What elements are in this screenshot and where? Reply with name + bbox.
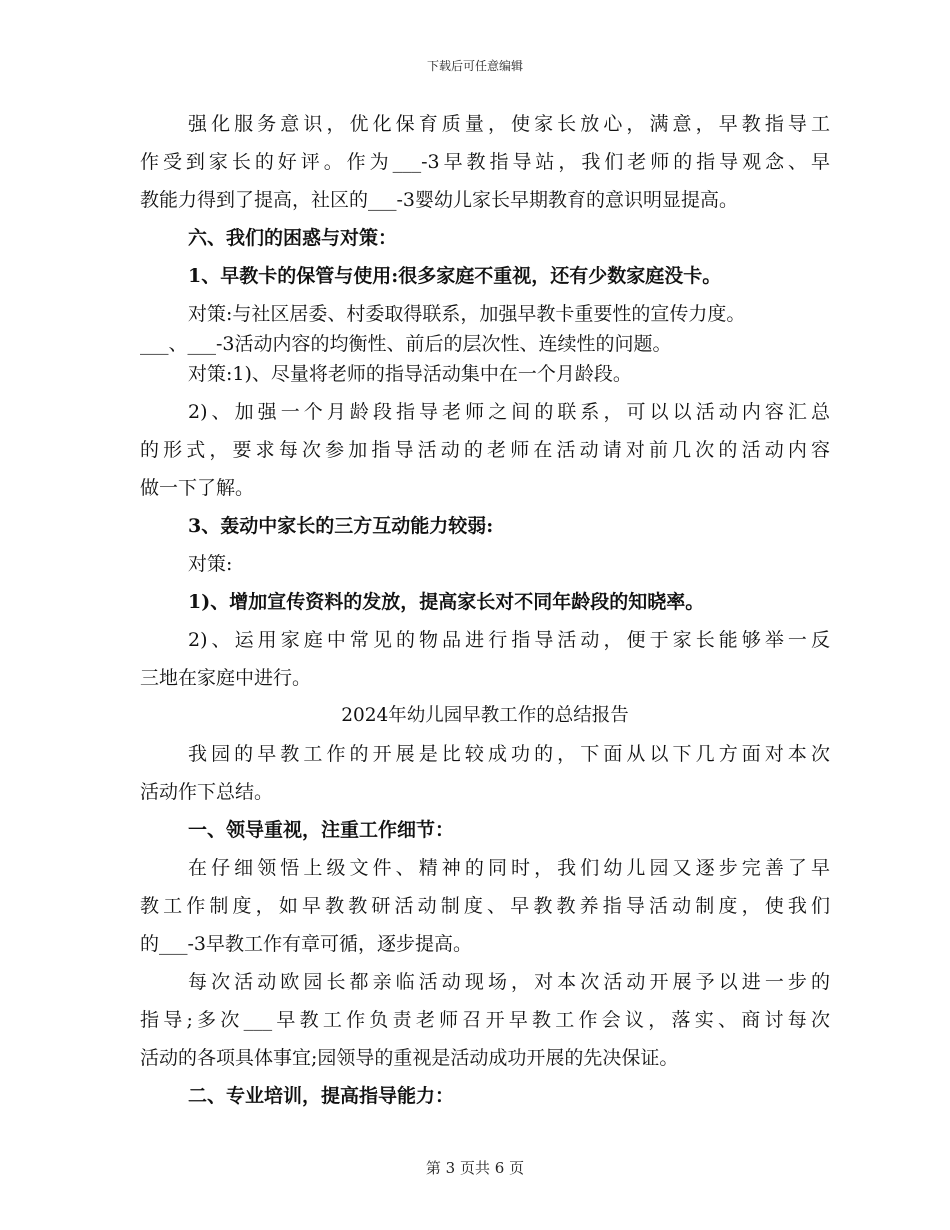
subsection-heading: 3、轰动中家长的三方互动能力较弱: xyxy=(188,515,494,537)
subsection-heading: ___、___-3活动内容的均衡性、前后的层次性、连续性的问题。 xyxy=(140,333,672,355)
paragraph-line: 做一下了解。 xyxy=(140,477,255,499)
paragraph-line: 三地在家庭中进行。 xyxy=(140,667,312,689)
paragraph-line: 教工作制度，如早教教研活动制度、早教教养指导活动制度，使我们 xyxy=(140,895,830,917)
section-heading: 一、领导重视，注重工作细节： xyxy=(188,819,455,841)
paragraph-line: 每次活动欧园长都亲临活动现场，对本次活动开展予以进一步的 xyxy=(188,971,830,993)
paragraph-line: 2)、加强一个月龄段指导老师之间的联系，可以以活动内容汇总 xyxy=(188,401,830,423)
paragraph-line: 对策:与社区居委、村委取得联系，加强早教卡重要性的宣传力度。 xyxy=(188,303,746,325)
paragraph-line: 活动作下总结。 xyxy=(140,781,274,803)
paragraph-line: 对策: xyxy=(188,553,233,575)
paragraph-line: 对策:1)、尽量将老师的指导活动集中在一个月龄段。 xyxy=(188,363,632,385)
paragraph-line: 活动的各项具体事宜;园领导的重视是活动成功开展的先决保证。 xyxy=(140,1047,679,1069)
paragraph-line: 强化服务意识，优化保育质量，使家长放心，满意，早教指导工 xyxy=(188,113,830,135)
paragraph-line: 的形式，要求每次参加指导活动的老师在活动请对前几次的活动内容 xyxy=(140,439,830,461)
paragraph-line: 指导;多次___早教工作负责老师召开早教工作会议，落实、商讨每次 xyxy=(140,1009,830,1031)
page-header: 下载后可任意编辑 xyxy=(426,59,523,73)
paragraph-line: 在仔细领悟上级文件、精神的同时，我们幼儿园又逐步完善了早 xyxy=(188,857,830,879)
subsection-heading: 1、早教卡的保管与使用:很多家庭不重视，还有少数家庭没卡。 xyxy=(188,265,722,287)
section-heading: 六、我们的困惑与对策： xyxy=(188,227,398,249)
paragraph-line: 作受到家长的好评。作为___-3早教指导站，我们老师的指导观念、早 xyxy=(140,151,830,173)
paragraph-line: 的___-3早教工作有章可循，逐步提高。 xyxy=(140,933,473,955)
section-heading: 二、专业培训，提高指导能力： xyxy=(188,1085,455,1107)
paragraph-line: 教能力得到了提高，社区的___-3婴幼儿家长早期教育的意识明显提高。 xyxy=(140,189,739,211)
report-title: 2024年幼儿园早教工作的总结报告 xyxy=(341,705,629,726)
document-body xyxy=(140,109,830,1119)
page-footer: 第 3 页共 6 页 xyxy=(425,1159,525,1177)
paragraph-line: 我园的早教工作的开展是比较成功的，下面从以下几方面对本次 xyxy=(188,743,830,765)
paragraph-line: 1)、增加宣传资料的发放，提高家长对不同年龄段的知晓率。 xyxy=(188,591,705,613)
paragraph-line: 2)、运用家庭中常见的物品进行指导活动，便于家长能够举一反 xyxy=(188,629,830,651)
